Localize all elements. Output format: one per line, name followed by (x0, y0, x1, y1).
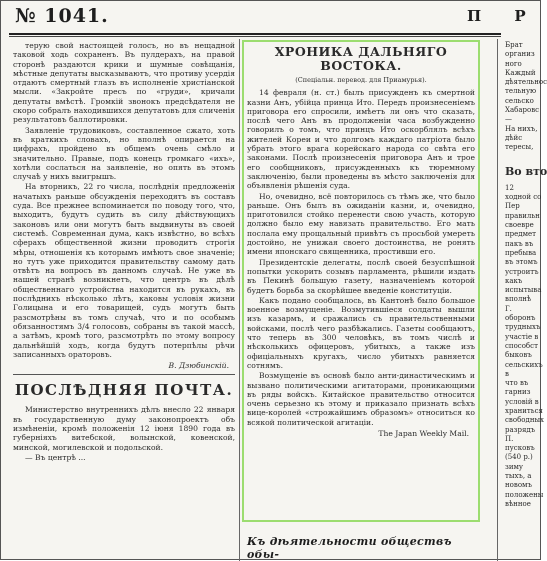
section-title-last-mail: ПОСЛѢДНЯЯ ПОЧТА. (14, 381, 234, 400)
section-rule (13, 374, 235, 375)
right-line: 12 (505, 183, 514, 192)
right-line: На нихъ, (505, 124, 538, 133)
right-column (505, 41, 547, 561)
mid-paragraph-3: Президентскіе делегаты, послѣ своей безуспѣшной попытки ускорить созывъ парламента, рѣшили издать въ Пекинѣ большую газету, назначеніемъ которой будетъ борьба за скорѣйшее введеніе конституціи. (247, 257, 475, 295)
article-subtitle: (Спеціальн. перевод. для Приамурья). (295, 76, 427, 84)
right-line: Каждый (505, 68, 536, 77)
mail-paragraph: Министерство внутреннихъ дѣлъ внесло 22 января въ государственную думу законопроектъ объ измѣненіи, кромѣ положенія 12 іюня 1890 года въ губерніяхъ витебской, волынской, ковенской, минской, могилевской и подольской. (13, 405, 235, 452)
right-line: Брат (505, 41, 523, 49)
right-line: въ этомъ (505, 258, 538, 267)
article-source: The Japan Weekly Mail. (378, 428, 469, 438)
mid-paragraph-2: Но, очевидно, всё повторилось съ тѣмъ же, что было раньше. Онъ былъ въ ожиданіи казни, и, очевидно, приготовился стойко перенести свою участь, которую должно было ему навязать правительство. Его мать послала ему прощальный привѣтъ съ просьбой умереть достойно, не унижая своего достоинства, не ронять имени японскаго священника, простивши его. (247, 191, 475, 257)
right-line: участіе в (505, 332, 539, 341)
right-line: вѣнное (505, 499, 531, 508)
right-line: предмет (505, 230, 537, 239)
right-line: новомъ (505, 481, 532, 490)
right-line: гарниз (505, 388, 531, 397)
right-line: способст (505, 341, 538, 350)
left-paragraph-1: терую свой настоящей голосъ, но въ нещадной таковой ходь сохраненъ. Въ пулдерахъ, на правой сторонѣ раздаются крики и шумные совѣщанія, мѣстные депутаты высказываютъ, что противу усердія отдаютъ смертный глазъ въ исполненіе христіанской мысли. «Закройте пресъ по «груди», кричали депутаты вмѣстѣ. Громкій звонокъ предсѣдателя не скоро собралъ находившихся депутатовъ для сличенія результатовъ баллотировки. (13, 41, 235, 125)
right-line: своевре (505, 221, 534, 230)
right-line: пусковъ (505, 444, 535, 453)
left-paragraph-2: Заявленіе трудовиковъ, составленное сжато, хоть въ краткихъ словахъ, но вполнѣ опирается на цифрахъ, пройдено въ общемъ очень смѣло и значительно. Правые, подъ конецъ громкаго «ихъ», хотѣли сослаться на заявленіе, но опять въ этомъ случаѣ у нихъ выигрышъ. (13, 125, 235, 182)
right-line: П. (505, 434, 514, 443)
mid-paragraph-1: 14 февраля (н. ст.) былъ присужденъ къ смертной казни Анъ, убійца принца Ито. Передъ произнесеніемъ приговора его спросили, имѣетъ ли онъ что сказать, послѣ чего Анъ въ продолженіи часа возбужденно говорилъ о томъ, что принцъ Ито оскорблялъ всѣхъ жителей Кореи и что долгомъ каждаго патріота было убрать этого врага корейскаго народа со свѣта его законами. Послѣ произнесенія приговора Анъ и трое его сообщниковъ, присужденныхъ къ тюремному заключенію, были проведены въ мѣсто заключенія для объявленія рѣшенія суда. (247, 88, 475, 191)
right-line: храниться (505, 406, 543, 415)
right-line: что въ (505, 379, 529, 388)
bottom-article-heading: Къ дѣятельности обществъ обы- (247, 535, 452, 561)
left-column (13, 41, 235, 561)
mid-paragraph-4: Какъ подано сообщалось, въ Кантонѣ было большое военное возмущеніе. Возмутившіеся солдаты вышли изъ казармъ, и сражались съ правительственными войсками, послѣ чего разбѣжались. Газеты сообщаютъ, что теперь въ 300 человѣкъ, въ томъ числѣ и нѣсколькихъ офицеровъ, убитыхъ, а также изъ офиціальныхъ кругахъ, число убитыхъ равняется сотнямъ. (247, 295, 475, 370)
right-line: зиму (505, 462, 524, 471)
right-line: свободных (505, 416, 544, 425)
right-line: организ (505, 50, 535, 59)
column-divider-left (239, 39, 240, 561)
issue-number: № 1041. (15, 5, 109, 27)
right-line: Г. (505, 304, 512, 313)
right-line: пакъ въ (505, 239, 534, 248)
right-line: устроитъ (505, 267, 539, 276)
header-rule-thin (9, 36, 501, 37)
right-line: Пер (505, 202, 520, 211)
left-paragraph-3: На вторникъ, 22 го числа, послѣднія предложенія начатыхъ раньше обсужденія переходятъ въ составъ суда. Все прежнее вспоминается по поводу того, что, выходитъ, будутъ судить въ силу дѣйствующихъ законовъ или они могутъ быть выдвинуты въ своей системѣ. Современная дума, какъ извѣстно, во всѣхъ сферахъ общественной жизни проводитъ строгія мѣры, отношенія къ которымъ имѣютъ свое значеніе; но тутъ уже приходится правительству самому дать отвѣтъ на вопросъ въ данномъ случаѣ. Не уже въ нашей странѣ возникнетъ, что центръ въ дѣлѣ общественнаго устройства находится въ рукахъ, въ послѣднихъ нѣсколько лѣтъ, каковы условія жизни Голицына и его товарищей, судъ могутъ быть разсмотрѣны въ томъ случаѣ, что и по особымъ обязанностямъ 3/4 голосовъ, собраны въ такой массѣ, а затѣмъ, кромѣ того, разсмотрѣть по этому вопросу дальнѣйшій ходъ, когда будутъ потерпѣлы рѣчи записанныхъ ораторовъ. (13, 182, 235, 359)
mail-tail: — Въ центрѣ ... (25, 452, 86, 462)
article-title: ХРОНИКА ДАЛЬНЯГО ВОСТОКА. (274, 44, 448, 73)
right-line: ходной со (505, 193, 542, 202)
right-line: дѣятельнос (505, 78, 547, 87)
article-signature: В. Дзюбинскій. (168, 361, 229, 371)
right-line: ного (505, 59, 522, 68)
right-line: испытыва (505, 286, 542, 295)
right-line: сельскихъ (505, 360, 543, 369)
right-line: тельную (505, 87, 537, 96)
right-line: пребыва (505, 248, 537, 257)
right-line: — (505, 115, 512, 124)
column-divider-right (497, 39, 498, 561)
right-line: дѣйс (505, 133, 523, 142)
middle-column (247, 41, 475, 531)
right-line: вполнѣ (505, 295, 532, 304)
right-line: быковъ (505, 351, 532, 360)
right-line: тересы, (505, 143, 534, 152)
right-line: правильн (505, 211, 540, 220)
right-line: разрядъ (505, 425, 536, 434)
right-line: какъ (505, 276, 523, 285)
right-line: в (505, 369, 509, 378)
right-line: условій в (505, 397, 539, 406)
right-line: положены (505, 490, 544, 499)
right-line: трудныхъ (505, 323, 541, 332)
header-rule (9, 33, 501, 35)
right-line: оборонъ (505, 314, 536, 323)
right-line: сельско (505, 96, 534, 105)
mid-paragraph-5: Возмущеніе въ основѣ было анти-династическимъ и вызвано политическими агитаторами, проникающими въ ряды войскъ. Китайское правительство относится очень серьезно къ этому и приказало признать всѣхъ вице-королей «строжайшимъ образомъ» относиться ко всякой политической агитаціи. (247, 371, 475, 427)
right-line: (540 р.) (505, 453, 533, 462)
right-line: тыхъ, а (505, 472, 532, 481)
right-line: Хабаровс (505, 106, 540, 115)
page-letters: П Р (467, 7, 540, 25)
right-section-heading: Во вто (505, 164, 547, 178)
